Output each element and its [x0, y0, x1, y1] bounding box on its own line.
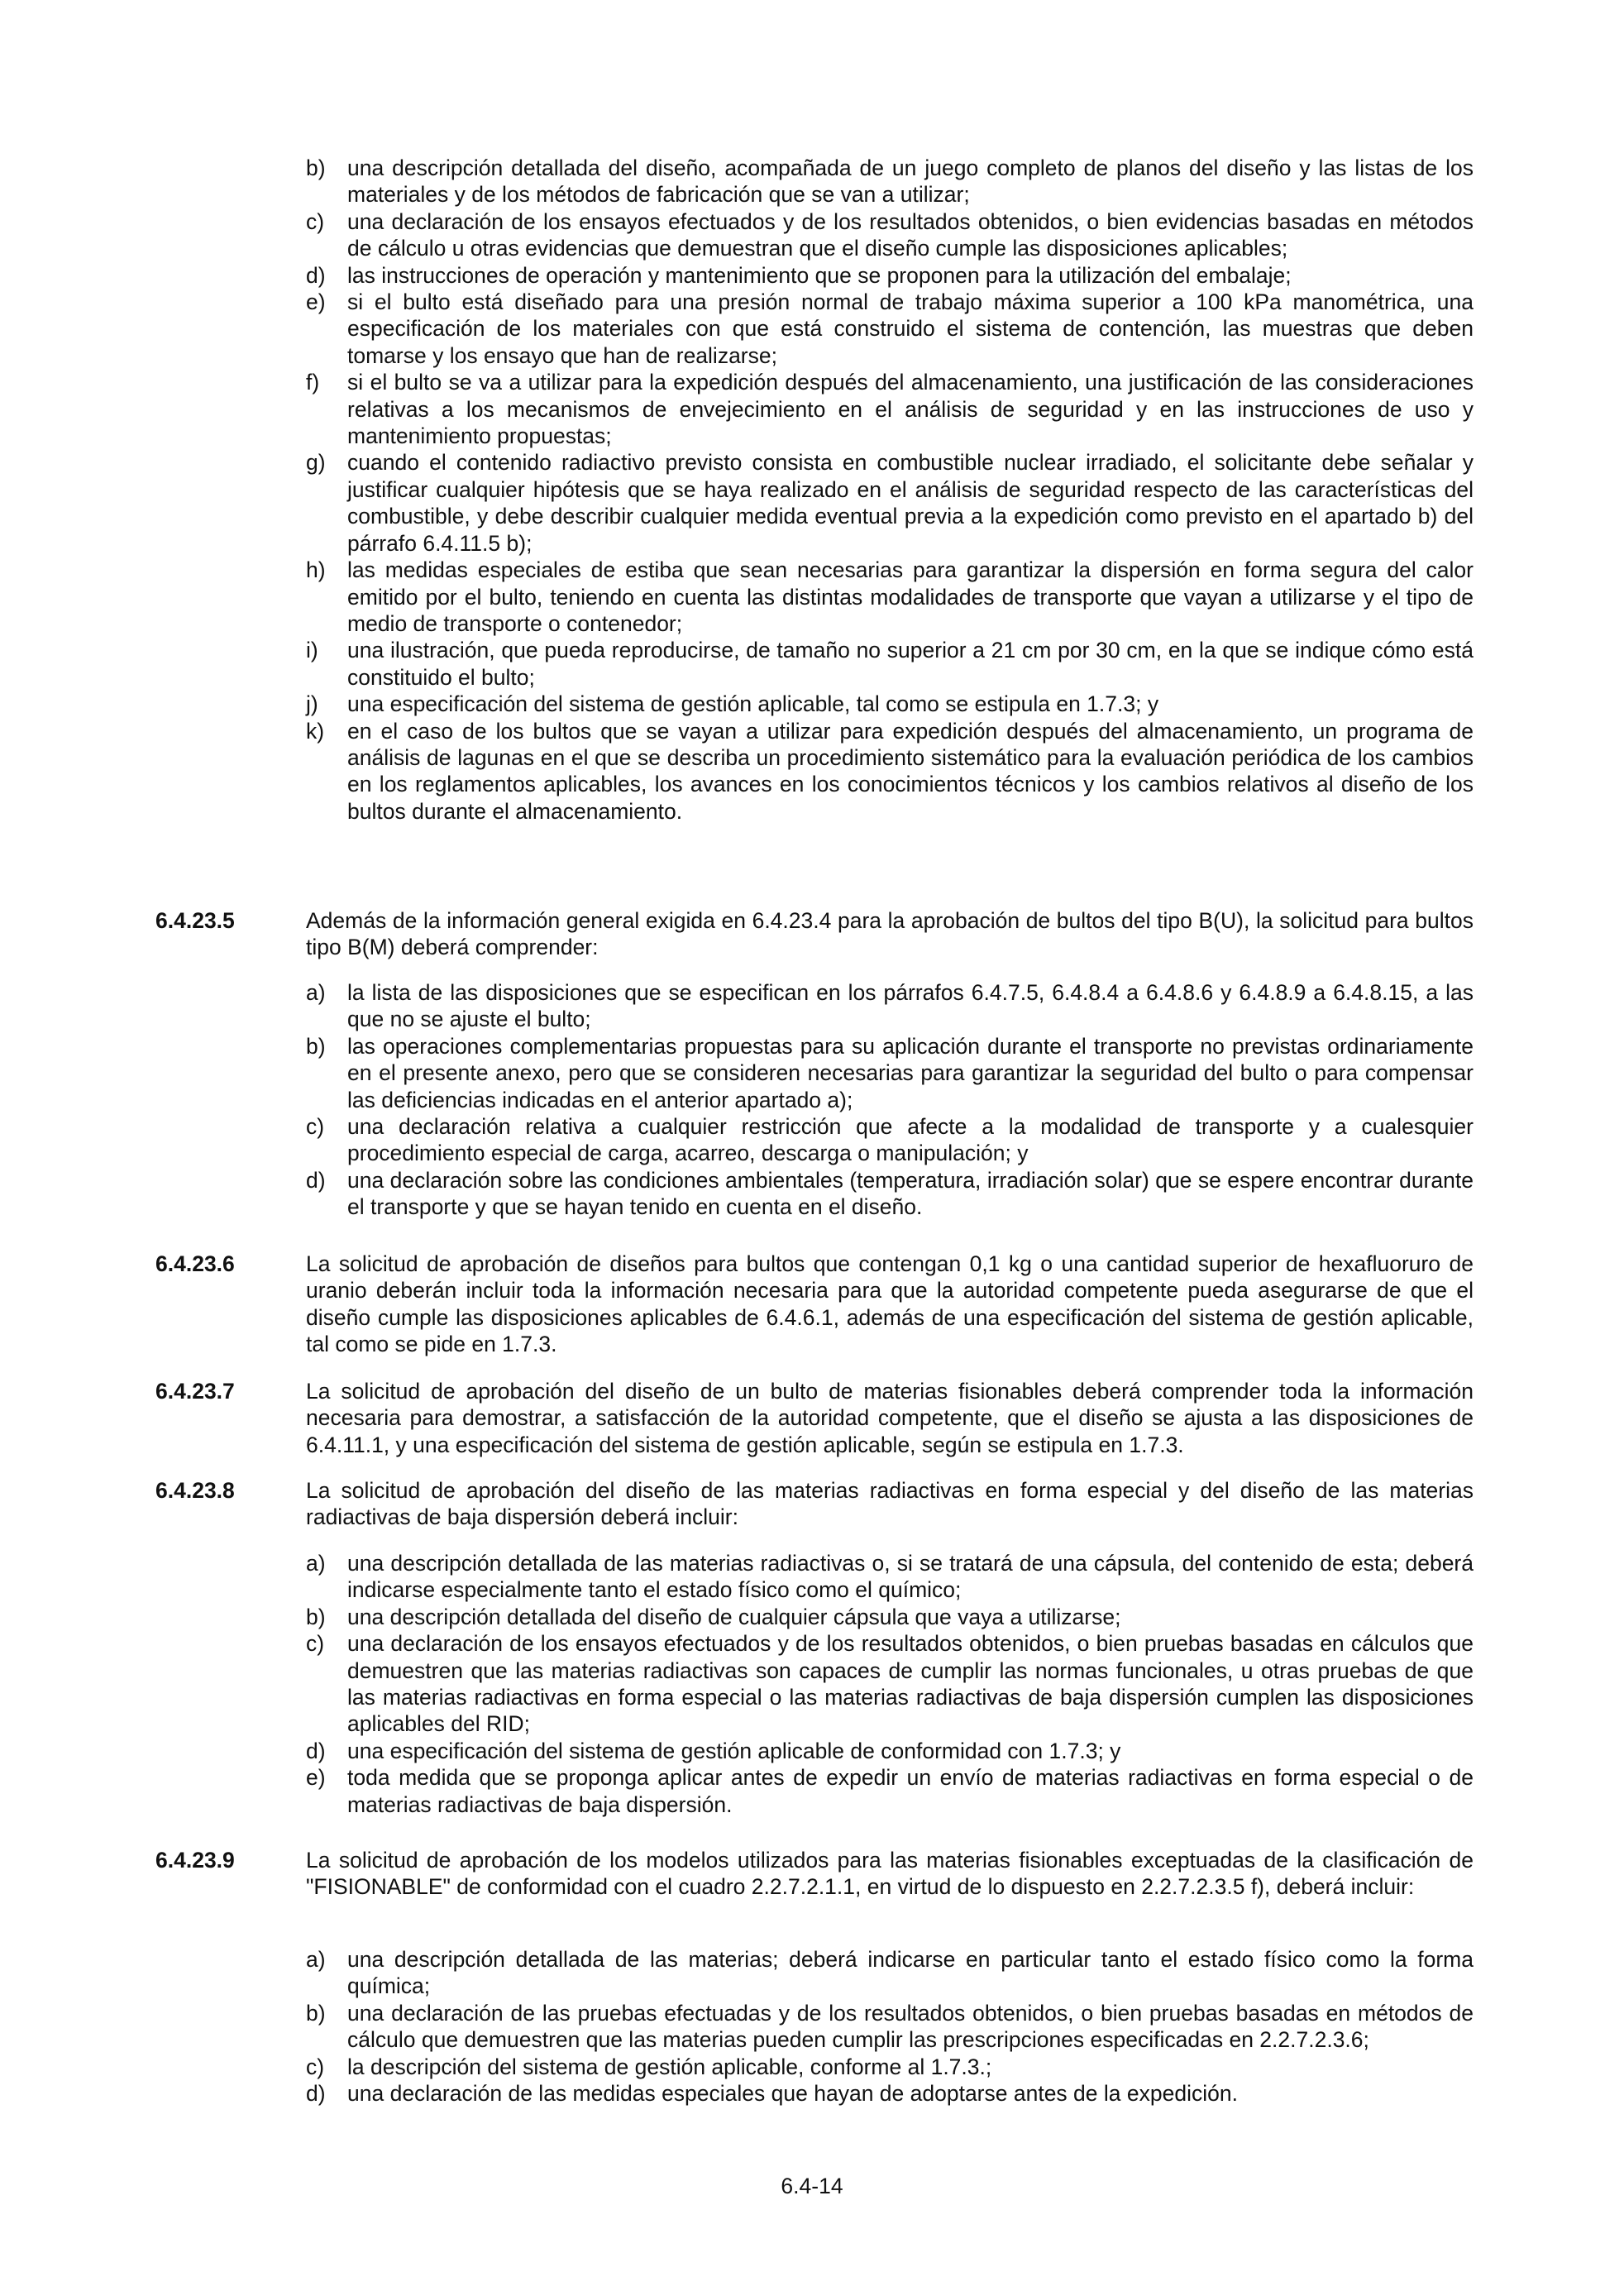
item-text: una declaración de las pruebas efectuadas y de los resultados obtenidos, o bien pruebas basadas en métodos de cálculo que demuestren que las materias pueden cumplir las prescripciones especificadas en 2.2.7.2.3.6;	[347, 2000, 1474, 2053]
list-item	[306, 1764, 1474, 1818]
item-letter: g)	[306, 450, 326, 476]
section-6-4-23-9-list	[306, 1946, 1474, 2107]
list-item	[306, 1167, 1474, 1221]
item-letter: a)	[306, 1551, 326, 1576]
list-item	[306, 1946, 1474, 2000]
intro-list	[306, 155, 1474, 825]
item-text: en el caso de los bultos que se vayan a utilizar para expedición después del almacenamiento, un programa de análisis de lagunas en el que se describa un procedimiento sistemático para la evaluación periódica de los cambios en los reglamentos aplicables, los avances en los conocimientos técnicos y los cambios relativos al diseño de los bultos durante el almacenamiento.	[347, 718, 1474, 824]
list-item	[306, 637, 1474, 691]
item-letter: d)	[306, 2081, 326, 2107]
item-letter: b)	[306, 1033, 326, 1059]
list-item	[306, 369, 1474, 449]
item-letter: c)	[306, 208, 325, 234]
item-letter: b)	[306, 155, 326, 180]
item-text: una declaración sobre las condiciones ambientales (temperatura, irradiación solar) que se espere encontrar durante el transporte y que se hayan tenido en cuenta en el diseño.	[347, 1167, 1474, 1220]
list-item	[306, 691, 1474, 717]
list-item	[306, 1630, 1474, 1738]
item-text: la descripción del sistema de gestión aplicable, conforme al 1.7.3.;	[347, 2054, 992, 2079]
section-text: La solicitud de aprobación del diseño de las materias radiactivas en forma especial y del diseño de las materias radiactivas de baja dispersión deberá incluir:	[306, 1478, 1474, 1530]
item-letter: c)	[306, 2054, 325, 2079]
list-item	[306, 208, 1474, 262]
item-letter: h)	[306, 557, 326, 583]
list-item	[306, 1033, 1474, 1113]
item-text: las operaciones complementarias propuestas para su aplicación durante el transporte no previstas ordinariamente en el presente anexo, pero que se consideren necesarias para garantizar la seguridad del bulto o para compensar las deficiencias indicadas en el anterior apartado a);	[347, 1033, 1474, 1112]
item-letter: a)	[306, 980, 326, 1005]
section-6-4-23-5-list	[306, 979, 1474, 1221]
item-text: una declaración relativa a cualquier restricción que afecte a la modalidad de transporte y a cualesquier procedimiento especial de carga, acarreo, descarga o manipulación; y	[347, 1114, 1474, 1166]
item-text: una declaración de los ensayos efectuados y de los resultados obtenidos, o bien pruebas basadas en cálculos que demuestren que las materias radiactivas son capaces de cumplir las normas funcionales, u otras pruebas de que las materias radiactivas en forma especial o las materias radiactivas de baja dispersión cumplen las disposiciones aplicables del RID;	[347, 1631, 1474, 1737]
item-text: una descripción detallada de las materias radiactivas o, si se tratará de una cápsula, del contenido de esta; deberá indicarse especialmente tanto el estado físico como el químico;	[347, 1551, 1474, 1603]
section-6-4-23-9	[155, 1847, 1474, 1901]
section-number: 6.4.23.8	[155, 1478, 235, 1503]
list-item	[306, 718, 1474, 825]
item-letter: b)	[306, 1604, 326, 1629]
section-number: 6.4.23.9	[155, 1848, 235, 1873]
item-text: una descripción detallada de las materias; deberá indicarse en particular tanto el estado físico como la forma química;	[347, 1947, 1474, 1999]
section-text: La solicitud de aprobación de diseños para bultos que contengan 0,1 kg o una cantidad superior de hexafluoruro de uranio deberán incluir toda la información necesaria para que la autoridad competente pueda asegurarse de que el diseño cumple las disposiciones aplicables de 6.4.6.1, además de una especificación del sistema de gestión aplicable, tal como se pide en 1.7.3.	[306, 1251, 1474, 1357]
item-letter: e)	[306, 1765, 326, 1791]
item-letter: d)	[306, 1738, 326, 1763]
item-text: una descripción detallada del diseño, acompañada de un juego completo de planos del diseño y las listas de los materiales y de los métodos de fabricación que se van a utilizar;	[347, 155, 1474, 208]
item-text: una descripción detallada del diseño de cualquier cápsula que vaya a utilizarse;	[347, 1604, 1121, 1629]
page-number: 6.4-14	[781, 2174, 843, 2198]
section-6-4-23-7	[155, 1378, 1474, 1458]
section-number: 6.4.23.5	[155, 908, 235, 933]
item-text: si el bulto está diseñado para una presión normal de trabajo máxima superior a 100 kPa manométrica, una especificación de los materiales con que está construido el sistema de contención, las muestras que deben tomarse y los ensayo que han de realizarse;	[347, 289, 1474, 368]
item-text: toda medida que se proponga aplicar antes de expedir un envío de materias radiactivas en forma especial o de materias radiactivas de baja dispersión.	[347, 1765, 1474, 1817]
item-text: una especificación del sistema de gestión aplicable, tal como se estipula en 1.7.3; y	[347, 691, 1159, 717]
item-text: las instrucciones de operación y mantenimiento que se proponen para la utilización del embalaje;	[347, 262, 1292, 288]
item-letter: b)	[306, 2000, 326, 2026]
item-text: si el bulto se va a utilizar para la expedición después del almacenamiento, una justificación de las consideraciones relativas a los mecanismos de envejecimiento en el análisis de seguridad y en las instrucciones de uso y mantenimiento propuestas;	[347, 370, 1474, 449]
item-text: una ilustración, que pueda reproducirse, de tamaño no superior a 21 cm por 30 cm, en la que se indique cómo está constituido el bulto;	[347, 638, 1474, 690]
list-item	[306, 2000, 1474, 2054]
item-letter: f)	[306, 370, 320, 395]
list-item	[306, 2054, 1474, 2080]
item-letter: e)	[306, 289, 326, 315]
item-text: una declaración de las medidas especiales que hayan de adoptarse antes de la expedición.	[347, 2081, 1238, 2107]
section-text: La solicitud de aprobación de los modelos utilizados para las materias fisionables exceptuadas de la clasificación de "FISIONABLE" de conformidad con el cuadro 2.2.7.2.1.1, en virtud de lo dispuesto en 2.2.7.2.3.5 f), deberá incluir:	[306, 1848, 1474, 1900]
item-letter: j)	[306, 691, 318, 717]
item-letter: k)	[306, 718, 325, 744]
list-item	[306, 1550, 1474, 1604]
list-item	[306, 449, 1474, 557]
list-item	[306, 979, 1474, 1033]
list-item	[306, 1604, 1474, 1630]
item-letter: c)	[306, 1631, 325, 1657]
section-text: Además de la información general exigida en 6.4.23.4 para la aprobación de bultos del tipo B(U), la solicitud para bultos tipo B(M) deberá comprender:	[306, 908, 1474, 960]
item-letter: a)	[306, 1947, 326, 1972]
list-item	[306, 1738, 1474, 1764]
item-text: una especificación del sistema de gestión aplicable de conformidad con 1.7.3; y	[347, 1738, 1121, 1763]
item-letter: i)	[306, 638, 318, 663]
section-6-4-23-6	[155, 1251, 1474, 1358]
item-text: cuando el contenido radiactivo previsto consista en combustible nuclear irradiado, el solicitante debe señalar y justificar cualquier hipótesis que se haya realizado en el análisis de seguridad respecto de las características del combustible, y debe describir cualquier medida eventual previa a la expedición como previsto en el apartado b) del párrafo 6.4.11.5 b);	[347, 450, 1474, 556]
list-item	[306, 2080, 1474, 2107]
item-letter: d)	[306, 262, 326, 288]
list-item	[306, 1113, 1474, 1167]
section-number: 6.4.23.7	[155, 1379, 235, 1404]
item-letter: d)	[306, 1167, 326, 1193]
list-item	[306, 155, 1474, 208]
section-6-4-23-5	[155, 907, 1474, 961]
item-letter: c)	[306, 1114, 325, 1140]
item-text: la lista de las disposiciones que se especifican en los párrafos 6.4.7.5, 6.4.8.4 a 6.4.8.6 y 6.4.8.9 a 6.4.8.15, a las que no se ajuste el bulto;	[347, 980, 1474, 1032]
list-item	[306, 262, 1474, 289]
section-number: 6.4.23.6	[155, 1251, 235, 1276]
section-6-4-23-8	[155, 1477, 1474, 1531]
list-item	[306, 557, 1474, 637]
section-text: La solicitud de aprobación del diseño de un bulto de materias fisionables deberá comprender toda la información necesaria para demostrar, a satisfacción de la autoridad competente, que el diseño se ajusta a las disposiciones de 6.4.11.1, y una especificación del sistema de gestión aplicable, según se estipula en 1.7.3.	[306, 1379, 1474, 1457]
list-item	[306, 289, 1474, 369]
item-text: una declaración de los ensayos efectuados y de los resultados obtenidos, o bien evidencias basadas en métodos de cálculo u otras evidencias que demuestran que el diseño cumple las disposiciones aplicables;	[347, 208, 1474, 261]
item-text: las medidas especiales de estiba que sean necesarias para garantizar la dispersión en forma segura del calor emitido por el bulto, teniendo en cuenta las distintas modalidades de transporte que vayan a utilizarse y el tipo de medio de transporte o contenedor;	[347, 557, 1474, 636]
section-6-4-23-8-list	[306, 1550, 1474, 1818]
